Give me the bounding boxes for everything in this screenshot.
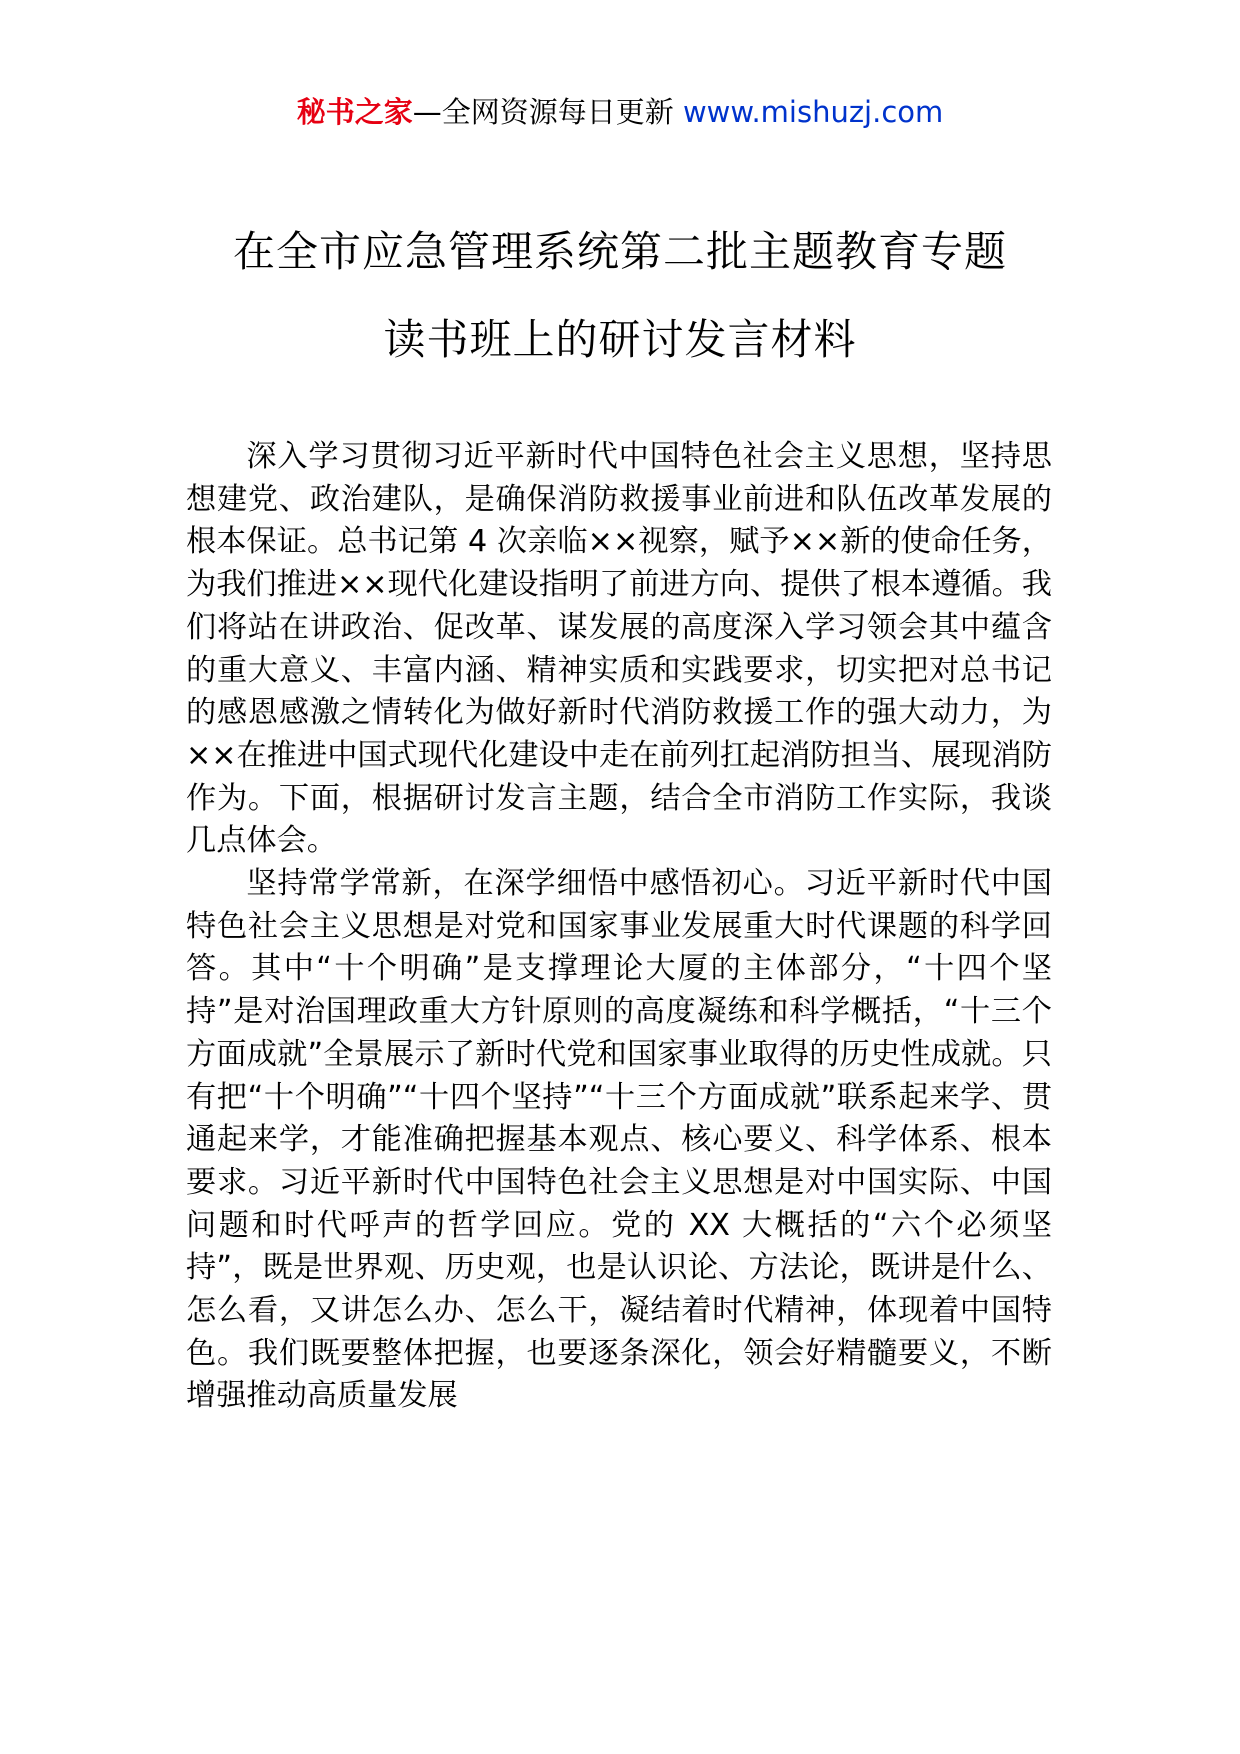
title-line-2: 读书班上的研讨发言材料 [383, 315, 857, 364]
site-header [0, 92, 1240, 132]
body-paragraph-2: 坚持常学常新，在深学细悟中感悟初心。习近平新时代中国特色社会主义思想是对党和国家事业发展重大时代课题的科学回答。其中“十个明确”是支撑理论大厦的主体部分，“十四个坚持”是对治国理政重大方针原则的高度凝练和科学概括，“十三个方面成就”全景展示了新时代党和国家事业取得的历史性成就。只有把“十个明确”“十四个坚持”“十三个方面成就”联系起来学、贯通起来学，才能准确把握基本观点、核心要义、科学体系、根本要求。习近平新时代中国特色社会主义思想是对中国实际、中国问题和时代呼声的哲学回应。党的 XX 大概括的“六个必须坚持”，既是世界观、历史观，也是认识论、方法论，既讲是什么、怎么看，又讲怎么办、怎么干，凝结着时代精神，体现着中国特色。我们既要整体把握，也要逐条深化，领会好精髓要义，不断增强推动高质量发展 [186, 866, 1052, 1414]
header-brand: 秘书之家 [296, 95, 413, 129]
title-line-1: 在全市应急管理系统第二批主题教育专题 [232, 227, 1007, 276]
body-paragraph-1: 深入学习贯彻习近平新时代中国特色社会主义思想，坚持思想建党、政治建队，是确保消防救援事业前进和队伍改革发展的根本保证。总书记第 4 次亲临××视察，赋予××新的使命任务，为我们推进××现代化建设指明了前进方向、提供了根本遵循。我们将站在讲政治、促改革、谋发展的高度深入学习领会其中蕴含的重大意义、丰富内涵、精神实质和实践要求，切实把对总书记的感恩感激之情转化为做好新时代消防救援工作的强大动力，为××在推进中国式现代化建设中走在前列扛起消防担当、展现消防作为。下面，根据研讨发言主题，结合全市消防工作实际，我谈几点体会。 [186, 439, 1052, 859]
document-body [186, 436, 1052, 1418]
header-url-link[interactable]: www.mishuzj.com [682, 95, 944, 129]
document-title [120, 208, 1120, 384]
header-tagline: —全网资源每日更新 [412, 95, 683, 129]
